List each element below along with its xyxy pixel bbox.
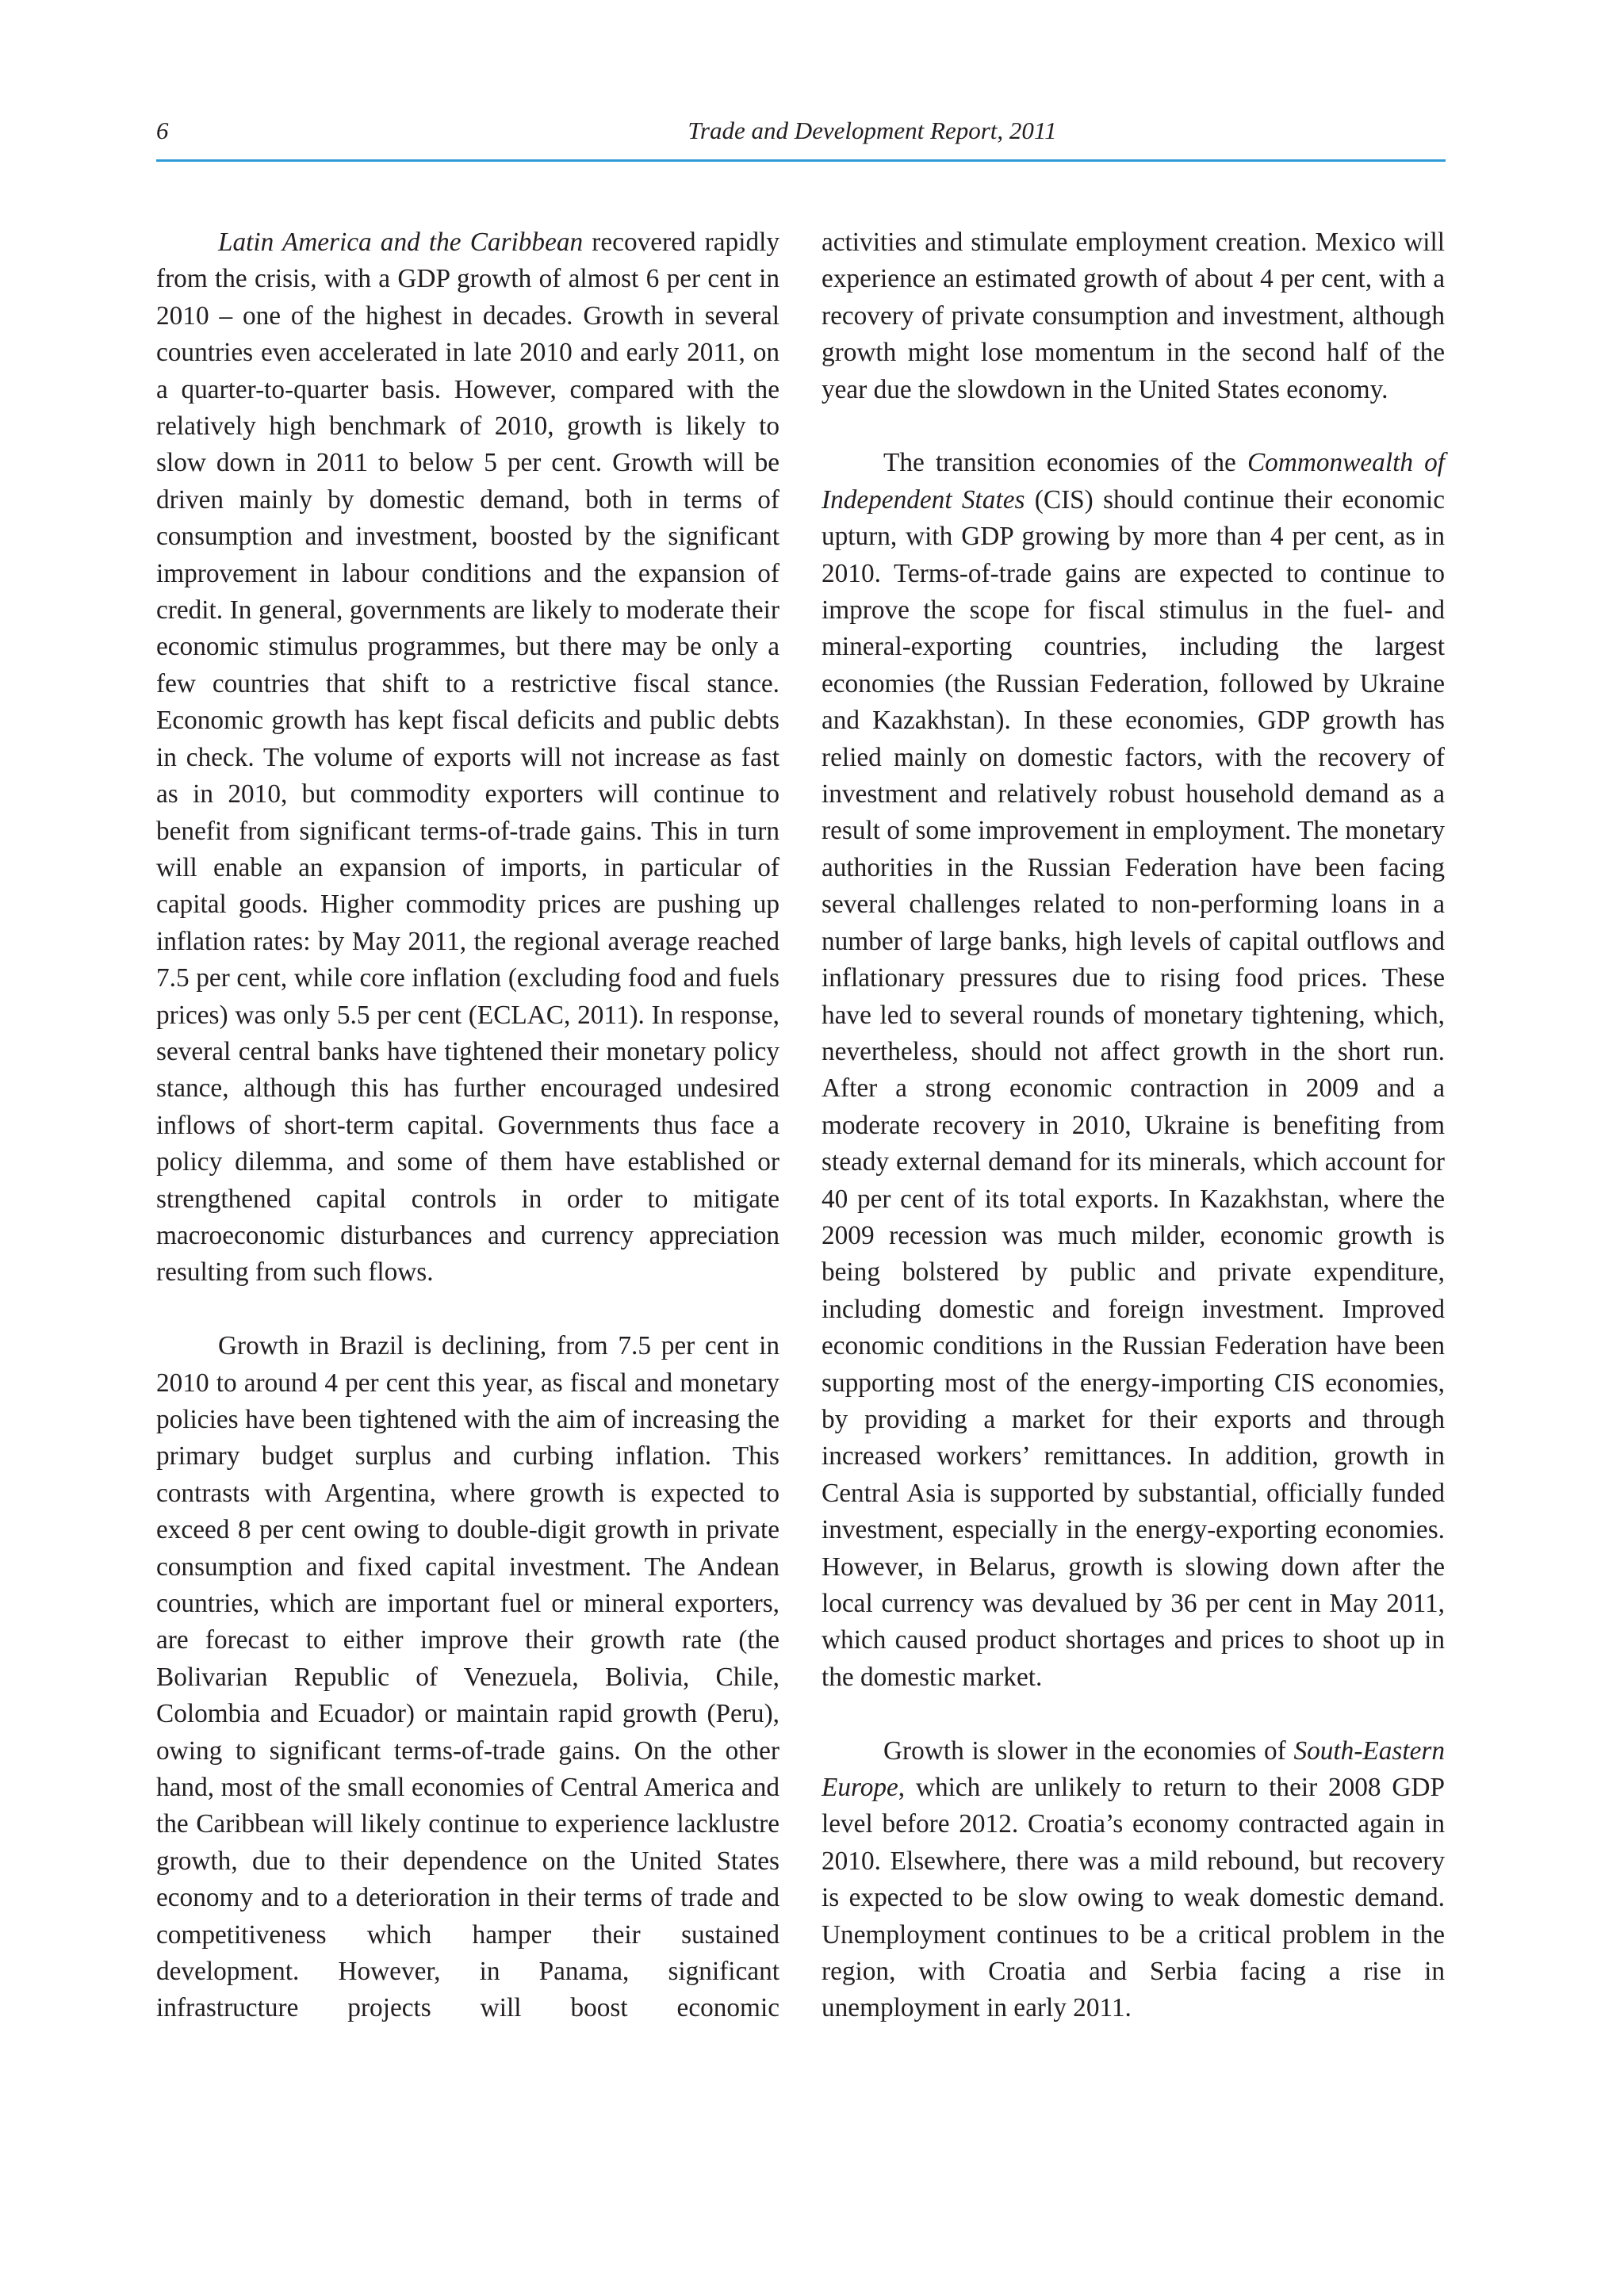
region-heading-latin-america: Latin America and the Caribbean (218, 228, 584, 257)
page-number: 6 (156, 117, 169, 144)
paragraph-south-eastern-europe (822, 1733, 1445, 2027)
paragraph-brazil (156, 1328, 779, 2027)
paragraph-text: recovered rapidly from the crisis, with a GDP growth of almost 6 per cent in 2010 – one of the highest in decades. Growth in several countries even accelerated in late 2010 and early 2011, on a quarter-to-quarter basis. However, compared with the relatively high benchmark of 2010, growth is likely to slow down in 2011 to below 5 per cent. Growth will be driven mainly by domestic demand, both in terms of consumption and investment, boosted by the significant improvement in labour conditions and the expansion of credit. In general, governments are likely to moderate their economic stimulus programmes, but there may be only a few countries that shift to a restrictive fiscal stance. Economic growth has kept fiscal deficits and public debts in check. The volume of exports will not increase as fast as in 2010, but commodity exporters will continue to benefit from significant terms-of-trade gains. This in turn will enable an expansion of imports, in particular of capital goods. Higher commodity prices are pushing up inflation rates: by May 2011, the regional average reached 7.5 per cent, while core inflation (excluding food and fuels prices) was only 5.5 per cent (ECLAC, 2011). In response, several central banks have tightened their monetary policy stance, although this has further encouraged undesired inflows of short-term capital. Governments thus face a policy dilemma, and some of them have established or strengthened capital controls in order to mitigate macroeconomic disturbances and currency appreciation resulting from such flows. (156, 228, 779, 1288)
paragraph-text: The transition economies of the (883, 448, 1247, 478)
right-column (822, 224, 1445, 2027)
page-header (156, 113, 1446, 149)
paragraph-cis (822, 445, 1445, 1696)
paragraph-text: (CIS) should continue their economic upturn, with GDP growing by more than 4 per cent, as in 2010. Terms-of-trade gains are expected to continue to improve the scope for fiscal stimulus in the fuel- and mineral-exporting countries, including the largest economies (the Russian Federation, followed by Ukraine and Kazakhstan). In these economies, GDP growth has relied mainly on domestic factors, with the recovery of investment and relatively robust household demand as a result of some improvement in employment. The monetary authorities in the Russian Federation have been facing several challenges related to non-performing loans in a number of large banks, high levels of capital outflows and inflationary pressures due to rising food prices. These have led to several rounds of monetary tightening, which, nevertheless, should not affect growth in the short run. After a strong economic contraction in 2009 and a moderate recovery in 2010, Ukraine is benefiting from steady external demand for its minerals, which account for 40 per cent of its total exports. In Kazakhstan, where the 2009 recession was much milder, economic growth is being bolstered by public and private expenditure, including domestic and foreign investment. Improved economic conditions in the Russian Federation have been supporting most of the energy-importing CIS economies, by providing a market for their exports and through increased workers’ remittances. In addition, growth in Central Asia is supported by substantial, officially funded investment, especially in the energy-exporting economies. However, in Belarus, growth is slowing down after the local currency was devalued by 36 per cent in May 2011, which caused product shortages and prices to shoot up in the domestic market. (822, 484, 1445, 1692)
region-heading-cis: Commonwealth of Independent States (822, 448, 1445, 515)
running-title: Trade and Development Report, 2011 (688, 117, 1057, 144)
left-column (156, 224, 779, 2027)
paragraph-text: Growth in Brazil is declining, from 7.5 per cent in 2010 to around 4 per cent this year, as fiscal and monetary policies have been tightened with the aim of increasing the primary budget surplus and curbing inflation. This contrasts with Argentina, where growth is expected to exceed 8 per cent owing to double-digit growth in private consumption and fixed capital investment. The Andean countries, which are important fuel or mineral exporters, are forecast to either improve their growth rate (the Bolivarian Republic of Venezuela, Bolivia, Chile, Colombia and Ecuador) or maintain rapid growth (Peru), owing to significant terms-of-trade gains. On the other hand, most of the small economies of Central America and the Caribbean will likely continue to experience lacklustre growth, due to their dependence on the United States economy and to a deterioration in their terms of trade and competitiveness which hamper their sustained development. However, in Panama, significant infrastructure projects will boost economic (156, 1331, 779, 2023)
paragraph-text: Growth is slower in the economies of (883, 1735, 1294, 1766)
paragraph-latin-america (156, 224, 779, 1292)
paragraph-mexico-continued (822, 224, 1445, 408)
region-heading-see: South-Eastern Europe (822, 1735, 1445, 1803)
paragraph-text: activities and stimulate employment creation. Mexico will experience an estimated growth of about 4 per cent, with a recovery of private consumption and investment, although growth might lose momentum in the second half of the year due the slowdown in the United States economy. (822, 228, 1445, 404)
header-divider (156, 159, 1446, 162)
paragraph-text: , which are unlikely to return to their 2008 GDP level before 2012. Croatia’s economy contracted again in 2010. Elsewhere, there was a mild rebound, but recovery is expected to be slow owing to weak domestic demand. Unemployment continues to be a critical problem in the region, with Croatia and Serbia facing a rise in unemployment in early 2011. (822, 1773, 1445, 2023)
